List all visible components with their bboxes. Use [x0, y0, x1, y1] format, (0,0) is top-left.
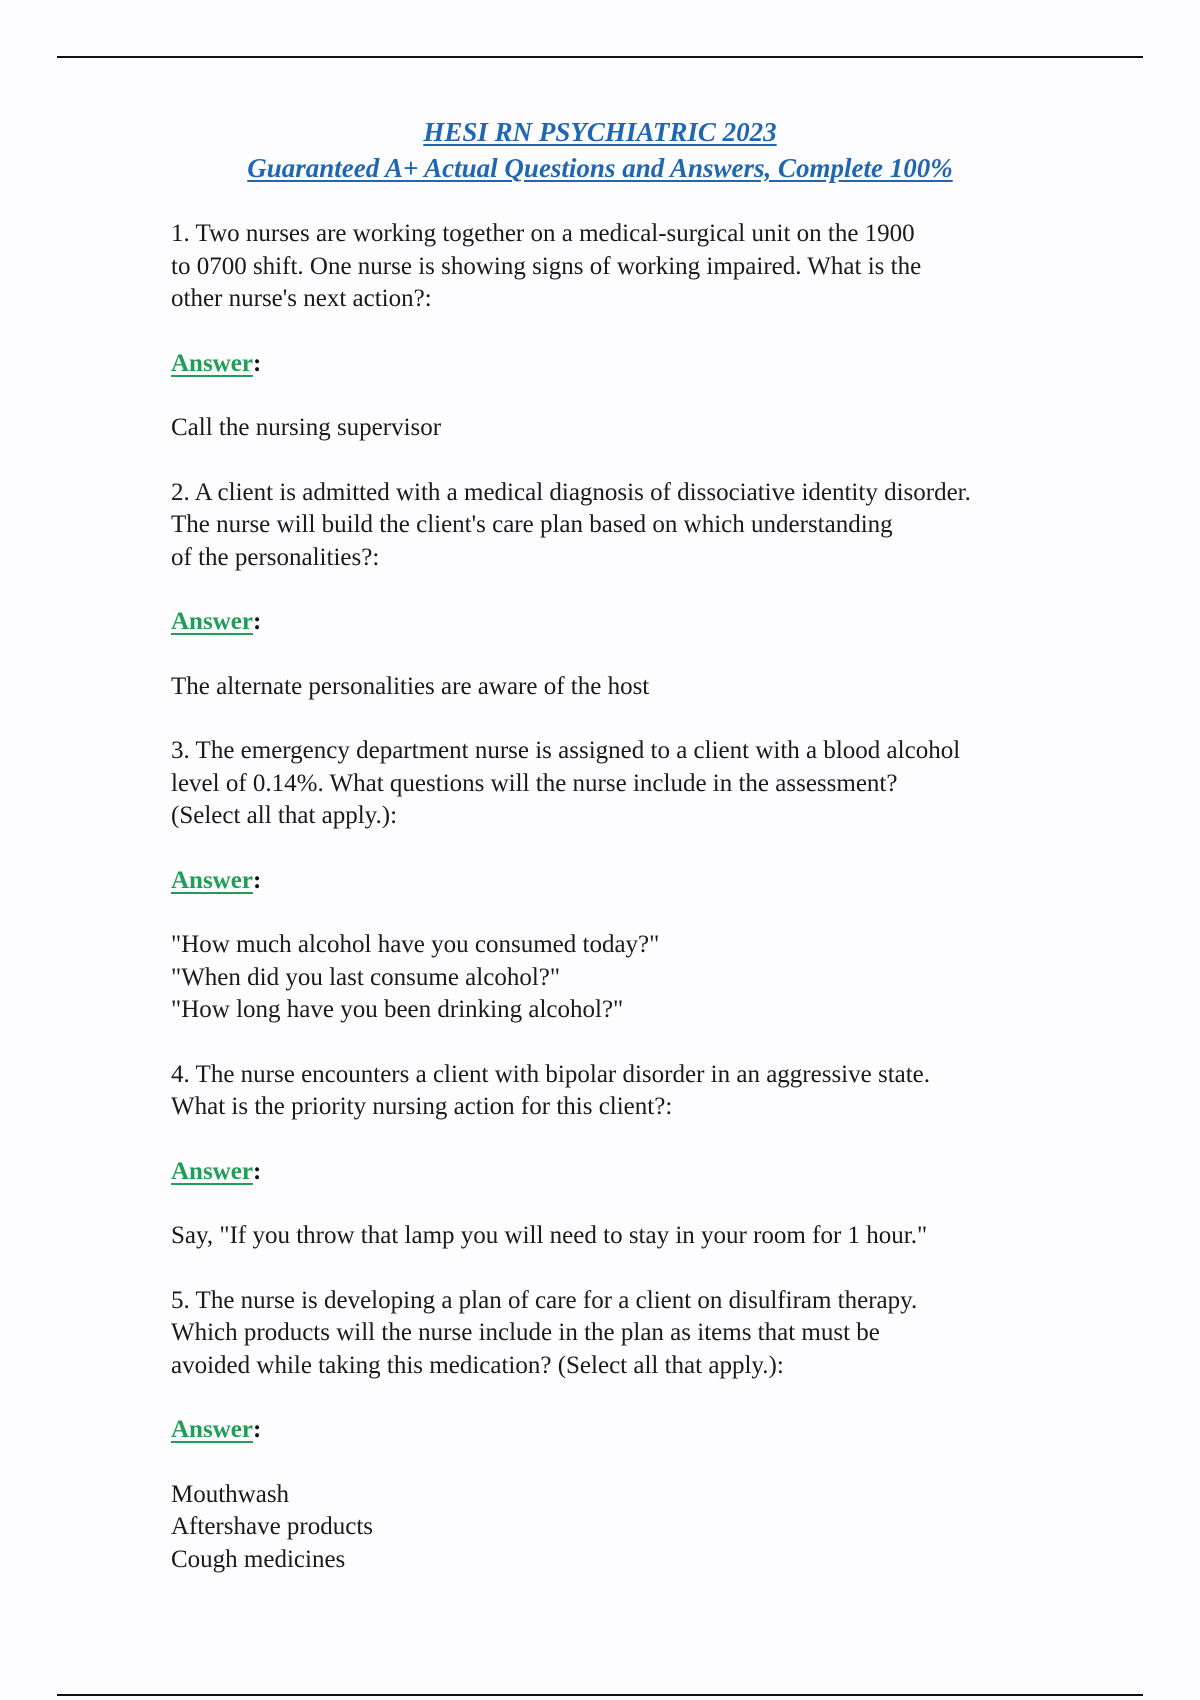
answer-label-colon: :	[252, 1157, 262, 1185]
question-text: 1. Two nurses are working together on a medical-surgical unit on the 1900 to 0700 shift. One nurse is showing signs of working impaired. What is the other nurse's next action?:	[171, 220, 922, 312]
qa-list	[171, 218, 1101, 1576]
answer-label-colon: :	[252, 349, 262, 377]
document-header	[0, 114, 1200, 186]
answer-label-word: Answer	[171, 349, 253, 377]
answer-text: Say, "If you throw that lamp you will need to stay in your room for 1 hour."	[171, 1222, 928, 1249]
qa-item-2	[171, 477, 1101, 704]
top-rule	[57, 56, 1143, 58]
answer-label-colon: :	[252, 1416, 262, 1443]
answer-label	[171, 865, 1101, 898]
bottom-rule	[57, 1694, 1143, 1696]
document-subtitle: Guaranteed A+ Actual Questions and Answers, Complete 100%	[247, 153, 953, 183]
question-text: 4. The nurse encounters a client with bipolar disorder in an aggressive state. What is the priority nursing action for this client?:	[171, 1060, 931, 1120]
answer-label	[171, 1156, 1101, 1189]
answer-text: Mouthwash Aftershave products Cough medicines	[171, 1480, 374, 1573]
answer-label	[171, 606, 1101, 639]
answer-label-word: Answer	[171, 1157, 253, 1185]
qa-item-3	[171, 735, 1101, 1027]
answer-label-word: Answer	[171, 866, 253, 894]
answer-label-word: Answer	[171, 1416, 253, 1443]
document-title: HESI RN PSYCHIATRIC 2023	[423, 117, 777, 147]
answer-label-word: Answer	[171, 608, 253, 635]
answer-text: Call the nursing supervisor	[171, 414, 442, 441]
question-text: 2. A client is admitted with a medical diagnosis of dissociative identity disorder. The nurse will build the client's care plan based on which understanding of the personalities?:	[171, 478, 971, 571]
answer-label-colon: :	[252, 866, 262, 894]
question-text: 5. The nurse is developing a plan of care for a client on disulfiram therapy. Which products will the nurse include in the plan as items that must be avoided while taking this medication? (Select all that apply.):	[171, 1286, 918, 1379]
answer-label	[171, 348, 1101, 381]
qa-item-4	[171, 1059, 1101, 1253]
answer-text: The alternate personalities are aware of the host	[171, 672, 650, 700]
answer-label	[171, 1414, 1101, 1447]
answer-text: "How much alcohol have you consumed today?" "When did you last consume alcohol?" "How long have you been drinking alcohol?"	[171, 931, 660, 1023]
qa-item-1	[171, 218, 1101, 445]
qa-item-5	[171, 1285, 1101, 1577]
question-text: 3. The emergency department nurse is assigned to a client with a blood alcohol level of 0.14%. What questions will the nurse include in the assessment? (Select all that apply.):	[171, 737, 961, 829]
answer-label-colon: :	[252, 608, 262, 635]
